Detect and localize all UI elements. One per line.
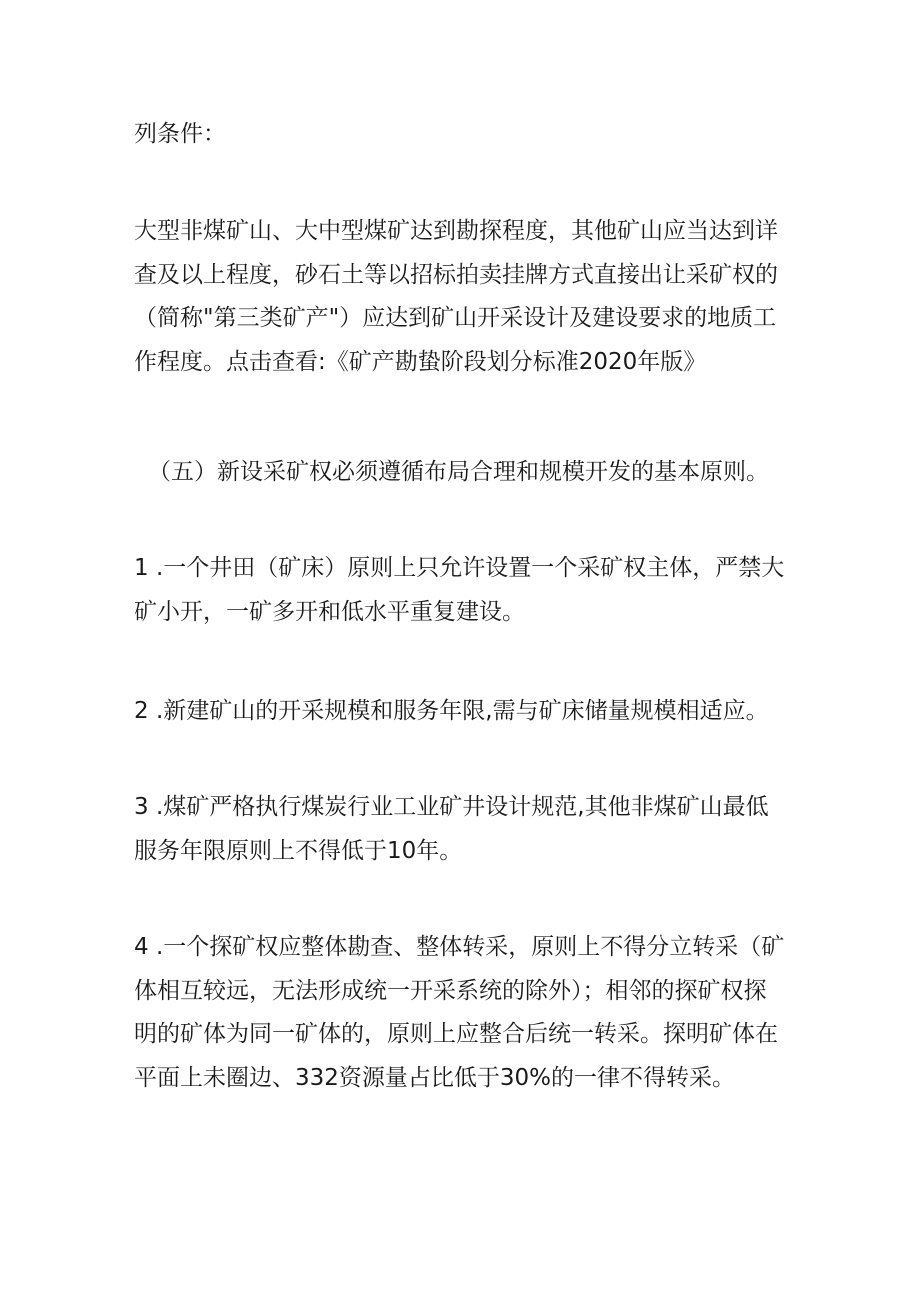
text-line: 服务年限原则上不得低于10年。 xyxy=(134,837,463,864)
section-heading-five xyxy=(148,451,808,495)
text-line: 查及以上程度，砂石土等以招标拍卖挂牌方式直接出让采矿权的 xyxy=(134,261,778,288)
text-line: （简称"第三类矿产"）应达到矿山开采设计及建设要求的地质工 xyxy=(134,305,777,331)
text-line: 4 .一个探矿权应整体勘查、整体转采，原则上不得分立转采（矿 xyxy=(134,934,785,960)
text-line: 作程度。点击查看:《矿产勘蛰阶段划分标准2020年版》 xyxy=(134,348,707,375)
list-item-2 xyxy=(134,690,794,734)
list-item-1 xyxy=(134,547,794,634)
paragraph-conditions-heading xyxy=(134,113,794,157)
text-line: 矿小开，一矿多开和低水平重复建设。 xyxy=(134,598,525,625)
text-line: 大型非煤矿山、大中型煤矿达到勘探程度，其他矿山应当达到详 xyxy=(134,218,778,244)
text-line: 2 .新建矿山的开采规模和服务年限,需与矿床储量规模相适应。 xyxy=(134,698,769,724)
text-line: 明的矿体为同一矿体的，原则上应整合后统一转采。探明矿体在 xyxy=(134,1021,778,1047)
list-item-4 xyxy=(134,926,794,1100)
paragraph-exploration-degree xyxy=(134,210,794,384)
text-line: 平面上未圈边、332资源量占比低于30%的一律不得转采。 xyxy=(134,1064,736,1091)
text-line: 1 .一个井田（矿床）原则上只允许设置一个采矿权主体，严禁大 xyxy=(134,555,785,581)
list-item-3 xyxy=(134,786,794,873)
text-line: 列条件： xyxy=(134,121,226,147)
text-line: （五）新设采矿权必须遵循布局合理和规模开发的基本原则。 xyxy=(148,459,769,485)
text-line: 体相互较远，无法形成统一开采系统的除外）；相邻的探矿权探 xyxy=(134,977,767,1004)
text-line: 3 .煤矿严格执行煤炭行业工业矿井设计规范,其他非煤矿山最低 xyxy=(134,794,769,820)
